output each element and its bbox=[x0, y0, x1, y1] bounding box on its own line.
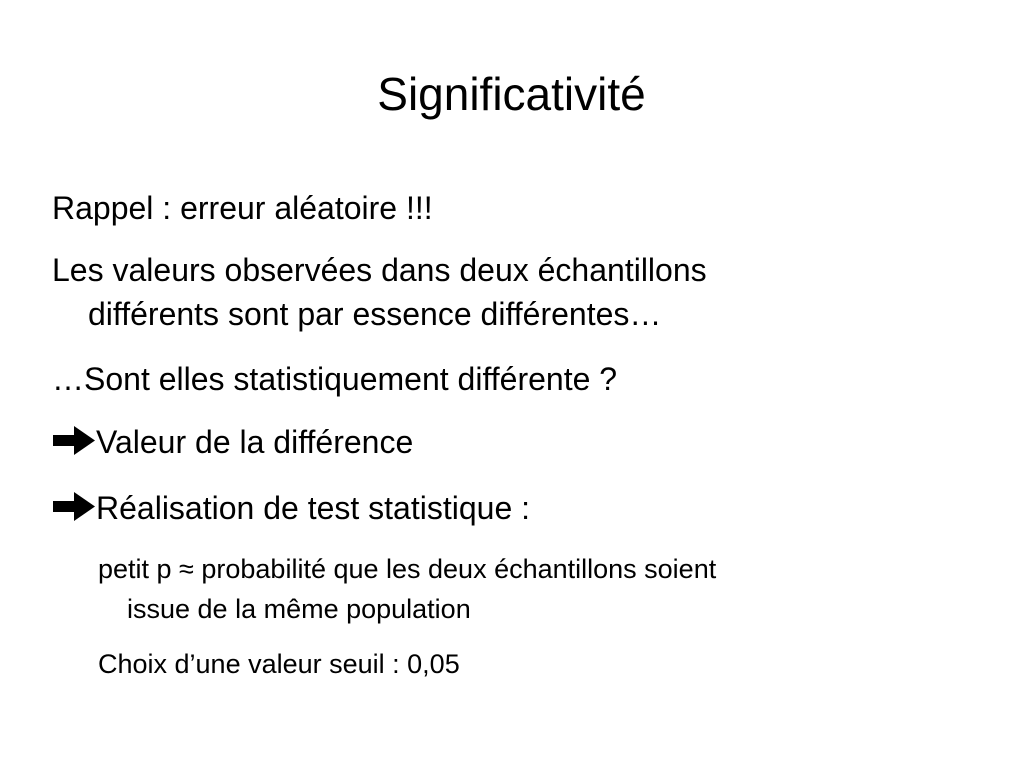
right-arrow-icon bbox=[52, 491, 96, 523]
bullet-text: Réalisation de test statistique : bbox=[96, 490, 531, 526]
slide-title: Significativité bbox=[377, 68, 646, 120]
text-line-valeurs: Les valeurs observées dans deux échantillons bbox=[52, 252, 707, 288]
sub-text-petit-p: petit p ≈ probabilité que les deux échantillons soient bbox=[98, 554, 717, 584]
right-arrow-icon bbox=[52, 425, 96, 457]
sub-text-petit-p-continued: issue de la même population bbox=[127, 594, 471, 624]
bullet-realisation-test bbox=[52, 486, 530, 530]
text-line-rappel: Rappel : erreur aléatoire !!! bbox=[52, 190, 433, 226]
text-line-question: …Sont elles statistiquement différente ? bbox=[52, 361, 618, 397]
bullet-text: Valeur de la différence bbox=[96, 424, 414, 460]
sub-text-valeur-seuil: Choix d’une valeur seuil : 0,05 bbox=[98, 649, 460, 679]
bullet-valeur-difference bbox=[52, 420, 413, 464]
text-line-valeurs-continued: différents sont par essence différentes… bbox=[88, 296, 662, 332]
